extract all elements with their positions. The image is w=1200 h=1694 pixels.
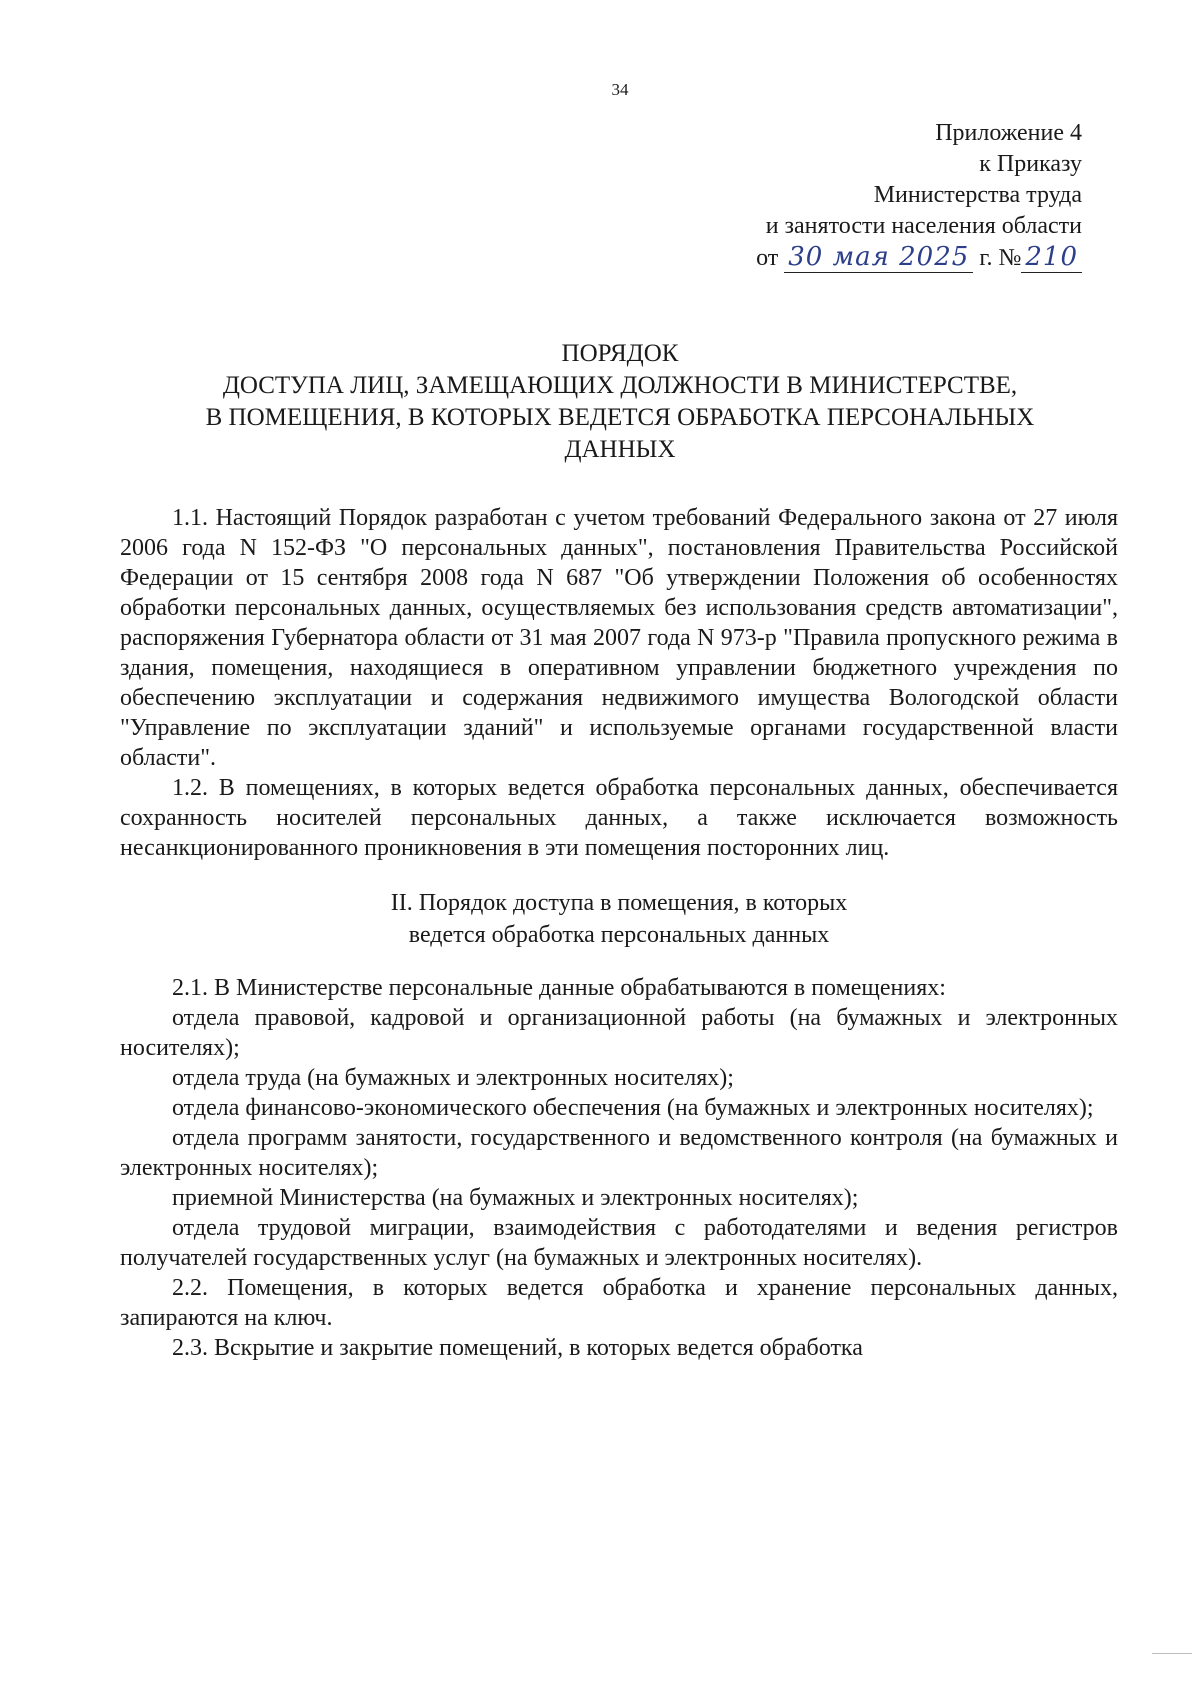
approval-line: к Приказу [979, 151, 1082, 177]
paragraph: приемной Министерства (на бумажных и электронных носителях); [172, 1185, 859, 1211]
title-line: ПОРЯДОК [561, 340, 679, 367]
page-number: 34 [611, 80, 629, 99]
paragraph: отдела трудовой миграции, взаимодействия с работодателями и ведения регистров получателей государственных услуг (на бумажных и электронных носителях). [120, 1215, 1118, 1271]
title-line: В ПОМЕЩЕНИЯ, В КОТОРЫХ ВЕДЕТСЯ ОБРАБОТКА ПЕРСОНАЛЬНЫХ [205, 404, 1035, 431]
paragraph: отдела труда (на бумажных и электронных носителях); [172, 1065, 734, 1091]
number-prefix: г. № [979, 245, 1022, 271]
paragraph: отдела правовой, кадровой и организационной работы (на бумажных и электронных носителях); [120, 1005, 1118, 1061]
title-line: ДАННЫХ [564, 436, 676, 463]
title-line: ДОСТУПА ЛИЦ, ЗАМЕЩАЮЩИХ ДОЛЖНОСТИ В МИНИСТЕРСТВЕ, [222, 372, 1018, 399]
approval-line: Приложение 4 [935, 120, 1082, 146]
document-title [120, 338, 1120, 466]
approval-line: Министерства труда [873, 182, 1082, 208]
date-prefix: от [756, 245, 779, 271]
handwritten-date: 30 мая 2025 [784, 242, 973, 273]
approval-date-line [756, 242, 1082, 274]
document-body [120, 503, 1118, 1363]
paragraph: 1.2. В помещениях, в которых ведется обработка персональных данных, обеспечивается сохранность носителей персональных данных, а также исключается возможность несанкционированного проникновения в эти помещения посторонних лиц. [120, 775, 1118, 861]
approval-block [756, 118, 1082, 274]
approval-line: и занятости населения области [765, 213, 1082, 239]
paragraph: 2.2. Помещения, в которых ведется обработка и хранение персональных данных, запираются на ключ. [120, 1275, 1118, 1331]
paragraph: 2.1. В Министерстве персональные данные обрабатываются в помещениях: [172, 975, 946, 1001]
section-heading-line: II. Порядок доступа в помещения, в которых [390, 890, 848, 916]
paragraph: 2.3. Вскрытие и закрытие помещений, в которых ведется обработка [172, 1335, 863, 1361]
scan-artifact [1152, 1653, 1192, 1654]
paragraph: 1.1. Настоящий Порядок разработан с учетом требований Федерального закона от 27 июля 2006 года N 152-ФЗ "О персональных данных", постановления Правительства Российской Федерации от 15 сентября 2008 года N 687 "Об утверждении Положения об особенностях обработки персональных данных, осуществляемых без использования средств автоматизации", распоряжения Губернатора области от 31 мая 2007 года N 973-р "Правила пропускного режима в здания, помещения, находящиеся в оперативном управлении бюджетного учреждения по обеспечению эксплуатации и содержания недвижимого имущества Вологодской области "Управление по эксплуатации зданий" и используемые органами государственной власти области". [120, 505, 1118, 771]
paragraph: отдела программ занятости, государственного и ведомственного контроля (на бумажных и электронных носителях); [120, 1125, 1118, 1181]
section-heading-line: ведется обработка персональных данных [408, 922, 830, 948]
paragraph: отдела финансово-экономического обеспечения (на бумажных и электронных носителях); [172, 1095, 1094, 1121]
section-heading [120, 887, 1118, 951]
handwritten-number: 210 [1021, 242, 1082, 273]
